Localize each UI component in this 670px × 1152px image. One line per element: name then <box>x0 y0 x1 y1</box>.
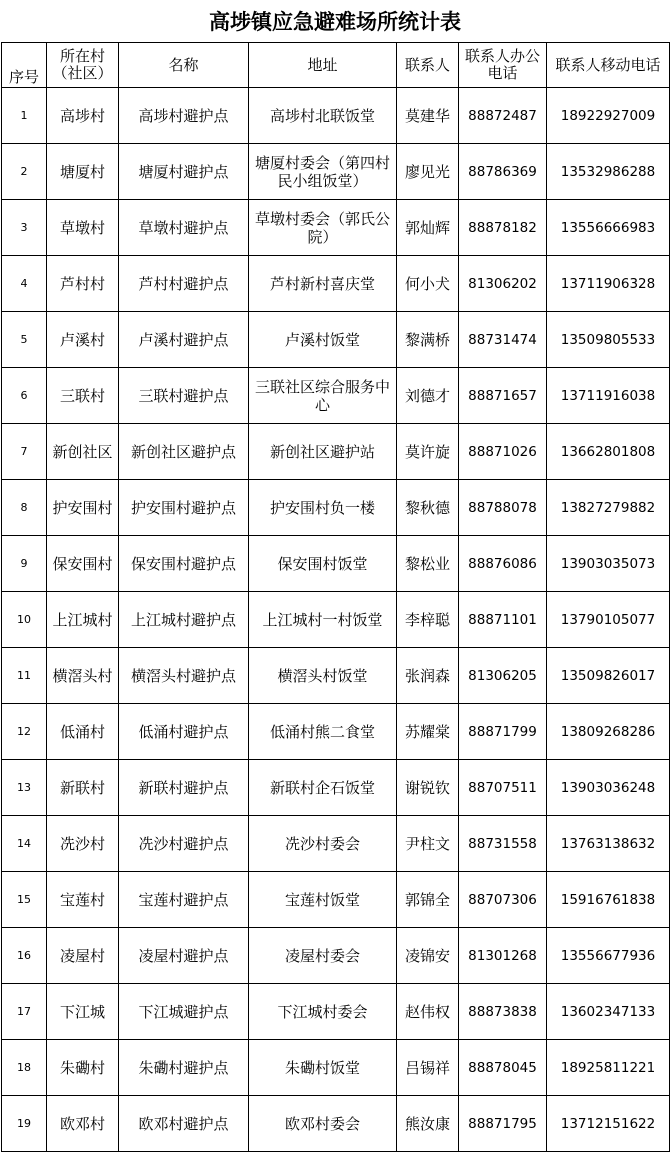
table-body <box>2 88 670 1152</box>
table-row <box>2 928 670 984</box>
table-row <box>2 88 670 144</box>
seq-cell: 7 <box>2 424 47 480</box>
village-cell: 高埗村 <box>47 88 119 144</box>
mobile-phone-cell: 13556677936 <box>547 928 670 984</box>
office-phone-cell: 88731558 <box>459 816 547 872</box>
address-cell: 新创社区避护站 <box>249 424 397 480</box>
seq-cell: 1 <box>2 88 47 144</box>
address-cell: 凌屋村委会 <box>249 928 397 984</box>
header-address: 地址 <box>249 43 397 88</box>
table-row <box>2 480 670 536</box>
address-cell: 新联村企石饭堂 <box>249 760 397 816</box>
seq-cell: 17 <box>2 984 47 1040</box>
office-phone-cell: 88871101 <box>459 592 547 648</box>
mobile-phone-cell: 13711906328 <box>547 256 670 312</box>
mobile-phone-cell: 13711916038 <box>547 368 670 424</box>
address-cell: 朱磡村饭堂 <box>249 1040 397 1096</box>
contact-cell: 谢锐钦 <box>397 760 459 816</box>
shelter-name-cell: 上江城村避护点 <box>119 592 249 648</box>
seq-cell: 12 <box>2 704 47 760</box>
table-row <box>2 592 670 648</box>
table-row <box>2 704 670 760</box>
mobile-phone-cell: 13556666983 <box>547 200 670 256</box>
village-cell: 三联村 <box>47 368 119 424</box>
mobile-phone-cell: 13903035073 <box>547 536 670 592</box>
seq-cell: 10 <box>2 592 47 648</box>
address-cell: 芦村新村喜庆堂 <box>249 256 397 312</box>
shelter-name-cell: 新创社区避护点 <box>119 424 249 480</box>
table-row <box>2 536 670 592</box>
mobile-phone-cell: 13712151622 <box>547 1096 670 1152</box>
office-phone-cell: 88707306 <box>459 872 547 928</box>
office-phone-cell: 88876086 <box>459 536 547 592</box>
village-cell: 新联村 <box>47 760 119 816</box>
address-cell: 横滘头村饭堂 <box>249 648 397 704</box>
shelter-name-cell: 芦村村避护点 <box>119 256 249 312</box>
address-cell: 上江城村一村饭堂 <box>249 592 397 648</box>
shelter-name-cell: 塘厦村避护点 <box>119 144 249 200</box>
address-cell: 下江城村委会 <box>249 984 397 1040</box>
village-cell: 宝莲村 <box>47 872 119 928</box>
contact-cell: 黎满桥 <box>397 312 459 368</box>
office-phone-cell: 81306202 <box>459 256 547 312</box>
shelter-name-cell: 草墩村避护点 <box>119 200 249 256</box>
office-phone-cell: 88871657 <box>459 368 547 424</box>
contact-cell: 郭灿辉 <box>397 200 459 256</box>
office-phone-cell: 88871026 <box>459 424 547 480</box>
address-cell: 欧邓村委会 <box>249 1096 397 1152</box>
seq-cell: 13 <box>2 760 47 816</box>
office-phone-cell: 88873838 <box>459 984 547 1040</box>
address-cell: 护安围村负一楼 <box>249 480 397 536</box>
mobile-phone-cell: 13790105077 <box>547 592 670 648</box>
contact-cell: 熊汝康 <box>397 1096 459 1152</box>
village-cell: 欧邓村 <box>47 1096 119 1152</box>
contact-cell: 赵伟权 <box>397 984 459 1040</box>
seq-cell: 18 <box>2 1040 47 1096</box>
contact-cell: 李梓聪 <box>397 592 459 648</box>
office-phone-cell: 88788078 <box>459 480 547 536</box>
header-village: 所在村（社区） <box>47 43 119 88</box>
shelter-name-cell: 冼沙村避护点 <box>119 816 249 872</box>
shelter-name-cell: 卢溪村避护点 <box>119 312 249 368</box>
mobile-phone-cell: 13763138632 <box>547 816 670 872</box>
office-phone-cell: 81306205 <box>459 648 547 704</box>
address-cell: 冼沙村委会 <box>249 816 397 872</box>
seq-cell: 8 <box>2 480 47 536</box>
office-phone-cell: 88871799 <box>459 704 547 760</box>
village-cell: 上江城村 <box>47 592 119 648</box>
table-row <box>2 256 670 312</box>
seq-cell: 11 <box>2 648 47 704</box>
seq-cell: 5 <box>2 312 47 368</box>
seq-cell: 14 <box>2 816 47 872</box>
contact-cell: 苏耀棠 <box>397 704 459 760</box>
shelter-table <box>1 42 670 1152</box>
seq-cell: 16 <box>2 928 47 984</box>
office-phone-cell: 88871795 <box>459 1096 547 1152</box>
village-cell: 芦村村 <box>47 256 119 312</box>
table-row <box>2 872 670 928</box>
seq-cell: 3 <box>2 200 47 256</box>
table-row <box>2 144 670 200</box>
table-row <box>2 1096 670 1152</box>
village-cell: 朱磡村 <box>47 1040 119 1096</box>
shelter-name-cell: 朱磡村避护点 <box>119 1040 249 1096</box>
mobile-phone-cell: 18925811221 <box>547 1040 670 1096</box>
seq-cell: 9 <box>2 536 47 592</box>
header-mobile-phone: 联系人移动电话 <box>547 43 670 88</box>
table-row <box>2 760 670 816</box>
table-row <box>2 648 670 704</box>
shelter-name-cell: 高埗村避护点 <box>119 88 249 144</box>
header-name: 名称 <box>119 43 249 88</box>
contact-cell: 郭锦全 <box>397 872 459 928</box>
seq-cell: 2 <box>2 144 47 200</box>
mobile-phone-cell: 15916761838 <box>547 872 670 928</box>
village-cell: 低涌村 <box>47 704 119 760</box>
address-cell: 低涌村熊二食堂 <box>249 704 397 760</box>
seq-cell: 19 <box>2 1096 47 1152</box>
header-office-phone: 联系人办公电话 <box>459 43 547 88</box>
contact-cell: 黎松业 <box>397 536 459 592</box>
village-cell: 塘厦村 <box>47 144 119 200</box>
contact-cell: 吕锡祥 <box>397 1040 459 1096</box>
table-row <box>2 368 670 424</box>
contact-cell: 廖见光 <box>397 144 459 200</box>
mobile-phone-cell: 13809268286 <box>547 704 670 760</box>
mobile-phone-cell: 13509826017 <box>547 648 670 704</box>
contact-cell: 何小犬 <box>397 256 459 312</box>
village-cell: 横滘头村 <box>47 648 119 704</box>
contact-cell: 尹柱文 <box>397 816 459 872</box>
contact-cell: 莫许旋 <box>397 424 459 480</box>
shelter-name-cell: 低涌村避护点 <box>119 704 249 760</box>
shelter-name-cell: 宝莲村避护点 <box>119 872 249 928</box>
table-row <box>2 200 670 256</box>
village-cell: 冼沙村 <box>47 816 119 872</box>
shelter-name-cell: 护安围村避护点 <box>119 480 249 536</box>
mobile-phone-cell: 13903036248 <box>547 760 670 816</box>
seq-cell: 6 <box>2 368 47 424</box>
mobile-phone-cell: 13532986288 <box>547 144 670 200</box>
contact-cell: 刘德才 <box>397 368 459 424</box>
village-cell: 凌屋村 <box>47 928 119 984</box>
village-cell: 草墩村 <box>47 200 119 256</box>
header-contact: 联系人 <box>397 43 459 88</box>
table-row <box>2 312 670 368</box>
address-cell: 高埗村北联饭堂 <box>249 88 397 144</box>
table-row <box>2 1040 670 1096</box>
office-phone-cell: 88878182 <box>459 200 547 256</box>
mobile-phone-cell: 13602347133 <box>547 984 670 1040</box>
header-seq: 序号 <box>2 43 47 88</box>
table-row <box>2 984 670 1040</box>
village-cell: 保安围村 <box>47 536 119 592</box>
address-cell: 保安围村饭堂 <box>249 536 397 592</box>
seq-cell: 15 <box>2 872 47 928</box>
village-cell: 下江城 <box>47 984 119 1040</box>
shelter-name-cell: 三联村避护点 <box>119 368 249 424</box>
shelter-name-cell: 凌屋村避护点 <box>119 928 249 984</box>
contact-cell: 张润森 <box>397 648 459 704</box>
contact-cell: 黎秋德 <box>397 480 459 536</box>
mobile-phone-cell: 13662801808 <box>547 424 670 480</box>
shelter-name-cell: 新联村避护点 <box>119 760 249 816</box>
page-title: 高埗镇应急避难场所统计表 <box>209 10 461 34</box>
office-phone-cell: 88731474 <box>459 312 547 368</box>
office-phone-cell: 88878045 <box>459 1040 547 1096</box>
contact-cell: 莫建华 <box>397 88 459 144</box>
address-cell: 塘厦村委会（第四村民小组饭堂） <box>249 144 397 200</box>
address-cell: 草墩村委会（郭氏公院） <box>249 200 397 256</box>
address-cell: 卢溪村饭堂 <box>249 312 397 368</box>
office-phone-cell: 88707511 <box>459 760 547 816</box>
office-phone-cell: 88872487 <box>459 88 547 144</box>
shelter-name-cell: 横滘头村避护点 <box>119 648 249 704</box>
address-cell: 宝莲村饭堂 <box>249 872 397 928</box>
address-cell: 三联社区综合服务中心 <box>249 368 397 424</box>
seq-cell: 4 <box>2 256 47 312</box>
village-cell: 卢溪村 <box>47 312 119 368</box>
shelter-name-cell: 保安围村避护点 <box>119 536 249 592</box>
mobile-phone-cell: 13827279882 <box>547 480 670 536</box>
mobile-phone-cell: 13509805533 <box>547 312 670 368</box>
office-phone-cell: 81301268 <box>459 928 547 984</box>
table-row <box>2 424 670 480</box>
office-phone-cell: 88786369 <box>459 144 547 200</box>
shelter-name-cell: 下江城避护点 <box>119 984 249 1040</box>
shelter-name-cell: 欧邓村避护点 <box>119 1096 249 1152</box>
mobile-phone-cell: 18922927009 <box>547 88 670 144</box>
village-cell: 护安围村 <box>47 480 119 536</box>
contact-cell: 凌锦安 <box>397 928 459 984</box>
header-row <box>2 43 670 88</box>
table-row <box>2 816 670 872</box>
village-cell: 新创社区 <box>47 424 119 480</box>
